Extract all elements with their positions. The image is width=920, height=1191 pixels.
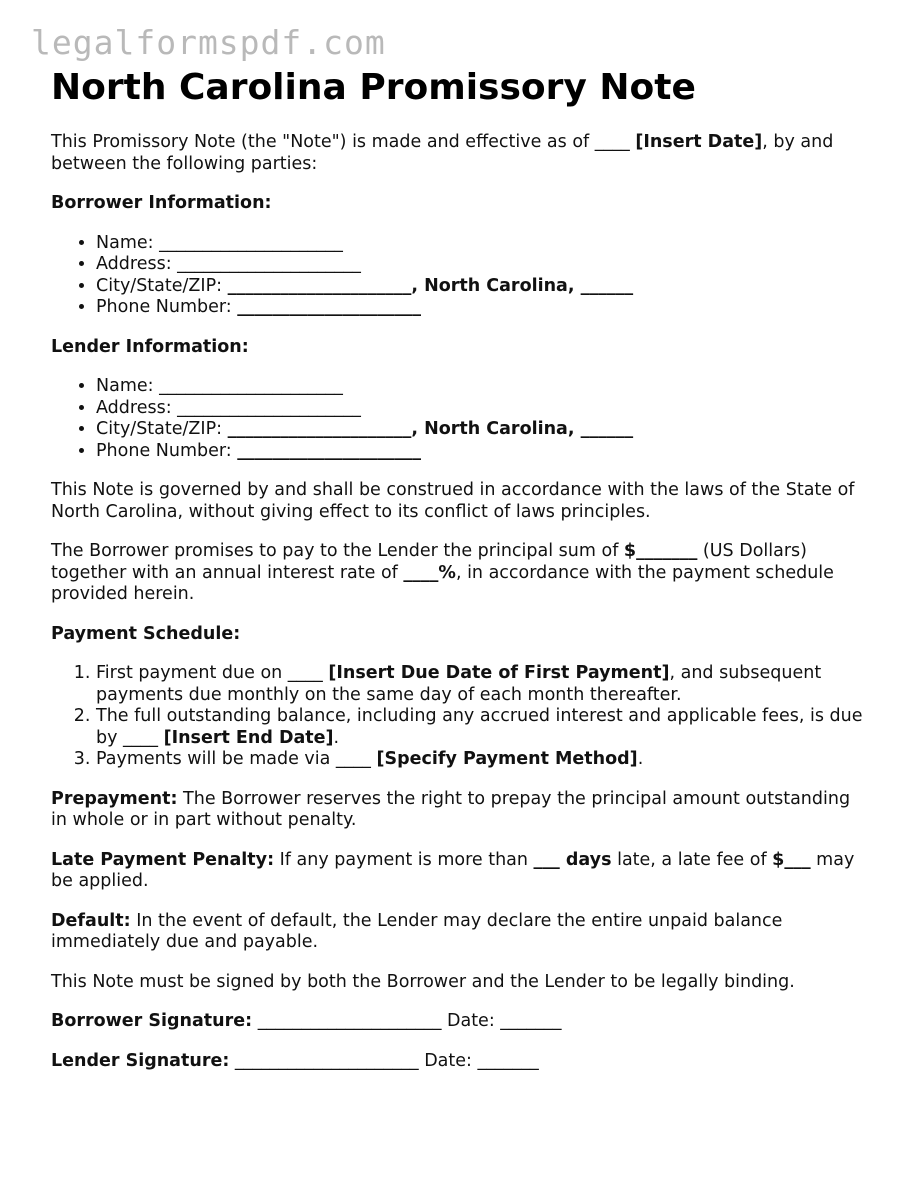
late-penalty-fee: $___ [772,849,811,870]
principal-paragraph [51,541,871,606]
payment-item-1-pre: First payment due on ____ [96,663,329,683]
intro-pre: This Promissory Note (the "Note") is made and effective as of ____ [51,132,636,152]
watermark: legalformspdf.com [31,23,386,62]
payment-item-2 [96,706,871,749]
payment-item-3 [96,749,871,771]
intro-post: , by and between the following parties: [51,132,834,174]
lender-phone-blank: _____________________ [237,440,421,461]
lender-city-blank: _____________________, North Carolina, ______ [227,419,634,439]
document-body [51,64,871,1072]
prepayment-label: Prepayment: [51,788,178,809]
payment-item-3-pre: Payments will be made via ____ [96,749,377,769]
lender-signature-label: Lender Signature: [51,1050,230,1071]
lender-address: • Address: _____________________ [96,398,871,420]
payment-item-2-bold: [Insert End Date] [163,727,334,748]
borrower-city-blank: _____________________, North Carolina, ______ [227,275,634,296]
principal-post: , in accordance with the payment schedule provided herein. [51,562,834,604]
payment-item-1-bold: [Insert Due Date of First Payment] [328,663,670,683]
payment-item-3-post: . [637,749,644,769]
late-penalty-pre: If any payment is more than [274,849,534,870]
page-title: North Carolina Promissory Note [51,67,696,108]
lender-city-label: City/State/ZIP: [96,419,228,439]
borrower-info-list [51,233,871,319]
signing-note: This Note must be signed by both the Borrower and the Lender to be legally binding. [51,971,795,992]
payment-item-1-post: , and subsequent payments due monthly on the same day of each month thereafter. [96,663,822,705]
borrower-signature-blank: _____________________ Date: _______ [252,1011,562,1031]
borrower-address: • Address: _____________________ [96,254,871,276]
principal-rate: ____% [403,562,456,583]
payment-item-3-bold: [Specify Payment Method] [376,749,638,769]
borrower-phone-label: Phone Number: [96,297,238,317]
late-penalty-label: Late Payment Penalty: [51,849,275,870]
governing-law-paragraph: This Note is governed by and shall be construed in accordance with the laws of the State of North Carolina, without giving effect to its conflict of laws principles. [51,480,855,522]
intro-paragraph [51,132,871,175]
late-penalty-paragraph [51,850,871,893]
payment-item-1 [96,663,871,706]
lender-phone-label: Phone Number: [96,440,238,461]
late-penalty-post: may be applied. [51,849,855,891]
borrower-phone-blank: _____________________ [237,297,421,317]
lender-phone [96,441,871,463]
lender-signature-blank: _____________________ Date: _______ [229,1050,539,1071]
prepayment-text: The Borrower reserves the right to prepay the principal amount outstanding in whole or in part without penalty. [51,788,851,830]
lender-info-list [51,376,871,462]
lender-signature-line [51,1051,871,1073]
prepayment-paragraph [51,789,871,832]
default-label: Default: [51,910,131,931]
borrower-city-label: City/State/ZIP: [96,275,228,296]
borrower-city [96,276,871,298]
borrower-phone [96,297,871,319]
payment-item-2-pre: The full outstanding balance, including any accrued interest and applicable fees, is due by ____ [96,706,863,748]
borrower-name: • Name: _____________________ [96,233,871,255]
payment-schedule-heading: Payment Schedule: [51,623,241,644]
principal-mid: (US Dollars) together with an annual interest rate of [51,541,807,583]
borrower-signature-label: Borrower Signature: [51,1011,253,1031]
lender-city [96,419,871,441]
borrower-heading: Borrower Information: [51,193,272,213]
late-penalty-days: ___ days [533,849,612,870]
lender-heading: Lender Information: [51,336,249,357]
late-penalty-mid: late, a late fee of [611,849,773,870]
principal-pre: The Borrower promises to pay to the Lender the principal sum of [51,541,624,561]
principal-amount: $_______ [623,541,698,561]
default-text: In the event of default, the Lender may declare the entire unpaid balance immediately due and payable. [51,910,783,952]
lender-name: • Name: _____________________ [96,376,871,398]
intro-date-placeholder: [Insert Date] [635,132,763,152]
payment-item-2-post: . [333,727,340,748]
borrower-signature-line [51,1011,871,1033]
payment-schedule-list [51,663,871,771]
default-paragraph [51,911,871,954]
